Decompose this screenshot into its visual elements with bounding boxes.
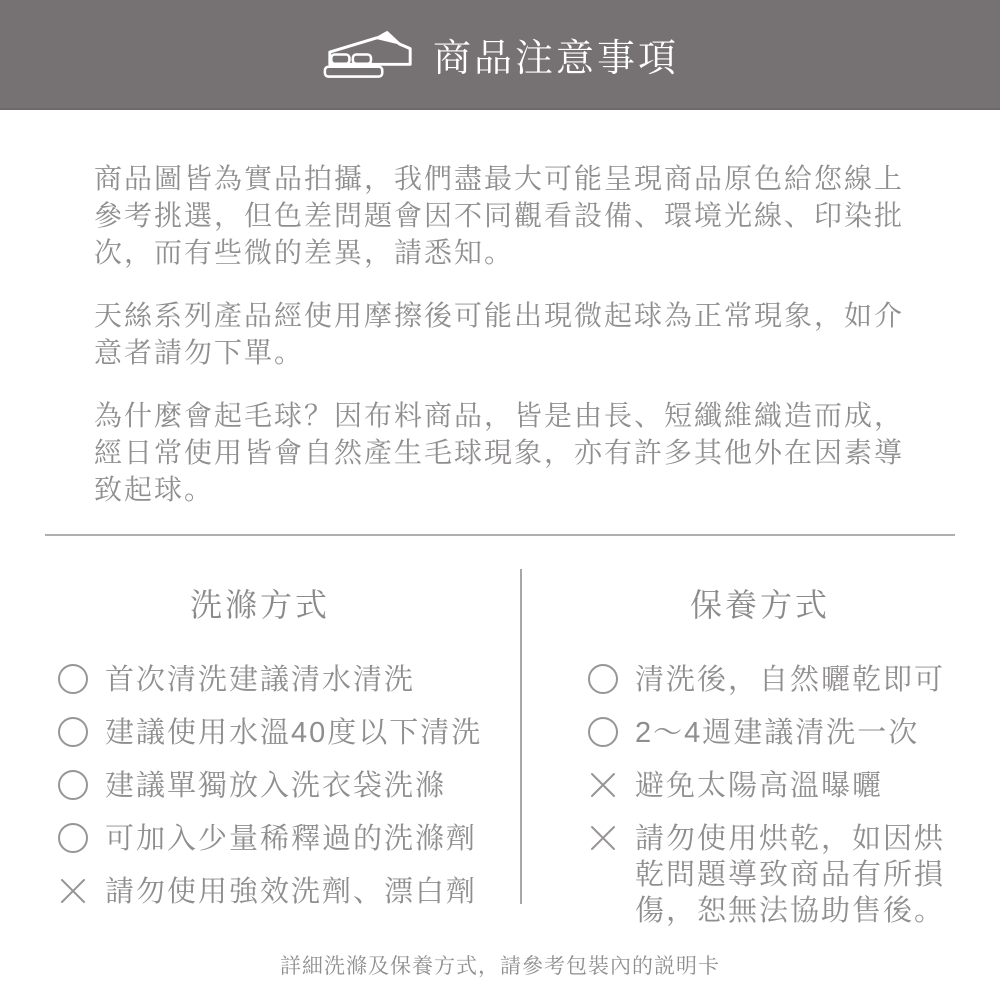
- footer-note: 詳細洗滌及保養方式，請參考包裝內的説明卡: [280, 955, 720, 978]
- care-column: [520, 536, 1000, 946]
- cross-icon: [58, 876, 88, 906]
- list-item: [58, 662, 520, 698]
- list-item: [588, 715, 1000, 751]
- list-item: [58, 715, 520, 751]
- notice-paragraph: 天絲系列產品經使用摩擦後可能出現微起球為正常現象，如介意者請勿下單。: [94, 300, 905, 368]
- circle-icon: [58, 717, 88, 747]
- bed-icon: [321, 29, 419, 80]
- list-item-text: 請勿使用烘乾，如因烘乾問題導致商品有所損傷，恕無法協助售後。: [635, 823, 946, 927]
- list-item-text: 建議使用水溫40度以下清洗: [105, 717, 483, 749]
- cross-icon: [588, 823, 618, 853]
- list-item: [588, 768, 1000, 804]
- notice-paragraph: 為什麼會起毛球？因布料商品，皆是由長、短纖維織造而成，經日常使用皆會自然產生毛球現象，亦有許多其他外在因素導致起球。: [94, 400, 905, 505]
- circle-icon: [588, 717, 618, 747]
- header: [0, 0, 1000, 110]
- list-item: [58, 821, 520, 857]
- page-title: 商品注意事項: [432, 37, 679, 80]
- list-item-text: 建議單獨放入洗衣袋洗滌: [105, 770, 447, 802]
- list-item-text: 首次清洗建議清水清洗: [105, 664, 416, 696]
- list-item: [58, 874, 520, 910]
- care-title: 保養方式: [689, 587, 830, 623]
- list-item: [588, 662, 1000, 698]
- circle-icon: [58, 664, 88, 694]
- list-item: [58, 768, 520, 804]
- list-item-text: 避免太陽高溫曝曬: [635, 770, 884, 802]
- notice-paragraph: 商品圖皆為實品拍攝，我們盡最大可能呈現商品原色給您線上參考挑選，但色差問題會因不同觀看設備、環境光線、印染批次，而有些微的差異，請悉知。: [94, 163, 905, 268]
- list-item-text: 可加入少量稀釋過的洗滌劑: [105, 823, 478, 855]
- list-item-text: 2～4週建議清洗一次: [635, 717, 920, 749]
- list-item: [588, 821, 1000, 929]
- cross-icon: [588, 770, 618, 800]
- washing-column: [0, 536, 520, 946]
- list-item-text: 請勿使用強效洗劑、漂白劑: [105, 876, 478, 908]
- washing-list: [0, 662, 520, 910]
- washing-title: 洗滌方式: [189, 587, 330, 623]
- circle-icon: [58, 823, 88, 853]
- circle-icon: [588, 664, 618, 694]
- care-columns: [0, 536, 1000, 946]
- care-list: [520, 662, 1000, 929]
- column-divider: [520, 569, 522, 904]
- notice-paragraphs: [0, 110, 1000, 508]
- circle-icon: [58, 770, 88, 800]
- list-item-text: 清洗後，自然曬乾即可: [635, 664, 946, 696]
